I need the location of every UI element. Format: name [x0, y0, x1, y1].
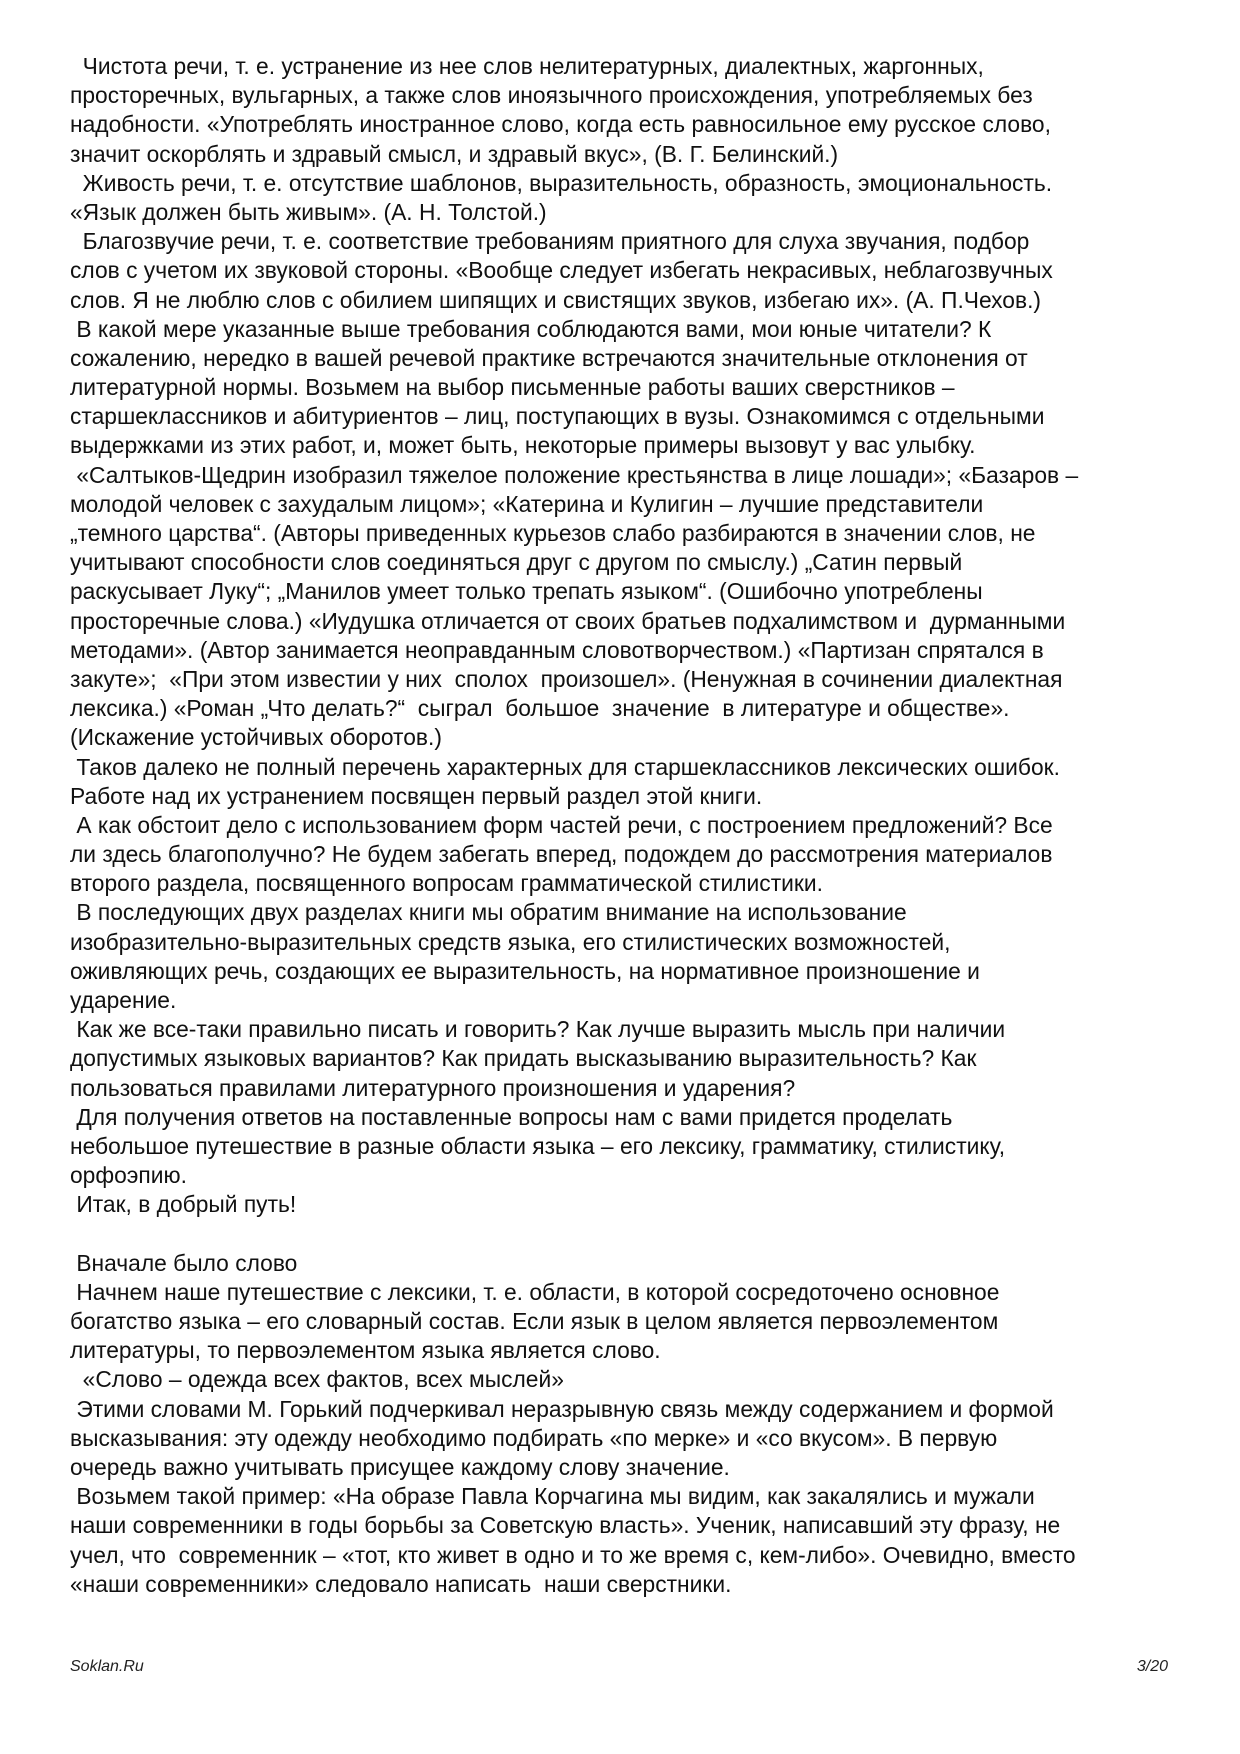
blank-line	[70, 1220, 1180, 1249]
text-line: Этими словами М. Горький подчеркивал неразрывную связь между содержанием и формой	[70, 1395, 1054, 1422]
text-line: Благозвучие речи, т. е. соответствие требованиям приятного для слуха звучания, подбор	[70, 228, 1030, 255]
text-line: „темного царства“. (Авторы приведенных курьезов слабо разбираются в значении слов, не	[70, 520, 1036, 546]
text-line: учел, что современник – «тот, кто живет в одно и то же время с, кем-либо». Очевидно, вместо	[70, 1541, 1076, 1568]
text-line: Таков далеко не полный перечень характерных для старшеклассников лексических ошибок.	[70, 753, 1060, 780]
text-line: выдержками из этих работ, и, может быть, некоторые примеры вызовут у вас улыбку.	[70, 432, 976, 459]
text-line: методами». (Автор занимается неоправданным словотворчеством.) «Партизан спрятался в	[70, 636, 1044, 663]
text-line: В какой мере указанные выше требования соблюдаются вами, мои юные читатели? К	[70, 315, 992, 342]
text-line: небольшое путешествие в разные области языка – его лексику, грамматику, стилистику,	[70, 1132, 1006, 1159]
text-line: пользоваться правилами литературного произношения и ударения?	[70, 1074, 796, 1101]
text-line: Начнем наше путешествие с лексики, т. е. области, в которой сосредоточено основное	[70, 1278, 1000, 1305]
text-line: В последующих двух разделах книги мы обратим внимание на использование	[70, 899, 907, 926]
document-body	[70, 52, 1180, 1599]
text-line: просторечных, вульгарных, а также слов иноязычного происхождения, употребляемых без	[70, 82, 1033, 109]
text-line: Возьмем такой пример: «На образе Павла Корчагина мы видим, как закалялись и мужали	[70, 1483, 1035, 1510]
text-line: А как обстоит дело с использованием форм частей речи, с построением предложений? Все	[70, 811, 1053, 838]
text-line: высказывания: эту одежду необходимо подбирать «по мерке» и «со вкусом». В первую	[70, 1424, 998, 1451]
text-line: молодой человек с захудалым лицом»; «Катерина и Кулигин – лучшие представители	[70, 490, 984, 517]
text-line: Живость речи, т. е. отсутствие шаблонов, выразительность, образность, эмоциональность.	[70, 169, 1053, 196]
text-line: «Язык должен быть живым». (А. Н. Толстой.)	[70, 198, 547, 225]
text-line: второго раздела, посвященного вопросам грамматической стилистики.	[70, 870, 823, 897]
text-line: Работе над их устранением посвящен первый раздел этой книги.	[70, 782, 763, 809]
text-line: Для получения ответов на поставленные вопросы нам с вами придется проделать	[70, 1103, 953, 1130]
text-line: надобности. «Употреблять иностранное слово, когда есть равносильное ему русское слово,	[70, 111, 1051, 138]
text-line: слов с учетом их звуковой стороны. «Вообще следует избегать некрасивых, неблагозвучных	[70, 257, 1053, 284]
text-line: допустимых языковых вариантов? Как придать высказыванию выразительность? Как	[70, 1045, 977, 1072]
text-line: наши современники в годы борьбы за Советскую власть». Ученик, написавший эту фразу, не	[70, 1512, 1061, 1539]
text-line: литературы, то первоэлементом языка является слово.	[70, 1337, 661, 1364]
text-line: ударение.	[70, 987, 177, 1013]
text-line: литературной нормы. Возьмем на выбор письменные работы ваших сверстников –	[70, 374, 955, 401]
text-line: «наши современники» следовало написать наши сверстники.	[70, 1570, 732, 1597]
text-line: сожалению, нередко в вашей речевой практике встречаются значительные отклонения от	[70, 344, 1028, 371]
text-line: изобразительно-выразительных средств языка, его стилистических возможностей,	[70, 928, 951, 955]
text-line: слов. Я не люблю слов с обилием шипящих и свистящих звуков, избегаю их». (А. П.Чехов.)	[70, 286, 1042, 313]
text-line: Чистота речи, т. е. устранение из нее слов нелитературных, диалектных, жаргонных,	[70, 53, 984, 79]
text-line: очередь важно учитывать присущее каждому слову значение.	[70, 1454, 730, 1480]
text-line: учитывают способности слов соединяться друг с другом по смыслу.) „Сатин первый	[70, 549, 963, 576]
text-line: ли здесь благополучно? Не будем забегать вперед, подождем до рассмотрения материалов	[70, 841, 1053, 868]
text-line: (Искажение устойчивых оборотов.)	[70, 724, 442, 751]
text-line: оживляющих речь, создающих ее выразительность, на нормативное произношение и	[70, 957, 980, 984]
text-line: Как же все-таки правильно писать и говорить? Как лучше выразить мысль при наличии	[70, 1016, 1006, 1043]
footer-page-number: 3/20	[1136, 1658, 1168, 1675]
text-line: закуте»; «При этом известии у них сполох произошел». (Ненужная в сочинении диалектная	[70, 665, 1063, 692]
text-line: лексика.) «Роман „Что делать?“ сыграл большое значение в литературе и обществе».	[70, 695, 1010, 722]
text-line: раскусывает Луку“; „Манилов умеет только трепать языком“. (Ошибочно употреблены	[70, 578, 983, 605]
text-line: Итак, в добрый путь!	[70, 1191, 297, 1218]
text-line: богатство языка – его словарный состав. Если язык в целом является первоэлементом	[70, 1308, 999, 1335]
text-line: старшеклассников и абитуриентов – лиц, поступающих в вузы. Ознакомимся с отдельными	[70, 403, 1045, 430]
footer-site-name: Soklan.Ru	[70, 1658, 144, 1675]
text-line: орфоэпию.	[70, 1162, 187, 1189]
text-line: значит оскорблять и здравый смысл, и здравый вкус», (В. Г. Белинский.)	[70, 140, 839, 167]
text-line: «Слово – одежда всех фактов, всех мыслей»	[70, 1366, 564, 1393]
text-line: «Салтыков-Щедрин изобразил тяжелое положение крестьянства в лице лошади»; «Базаров –	[70, 461, 1079, 488]
section-heading: Вначале было слово	[70, 1249, 298, 1276]
text-line: просторечные слова.) «Иудушка отличается от своих братьев подхалимством и дурманными	[70, 607, 1066, 634]
